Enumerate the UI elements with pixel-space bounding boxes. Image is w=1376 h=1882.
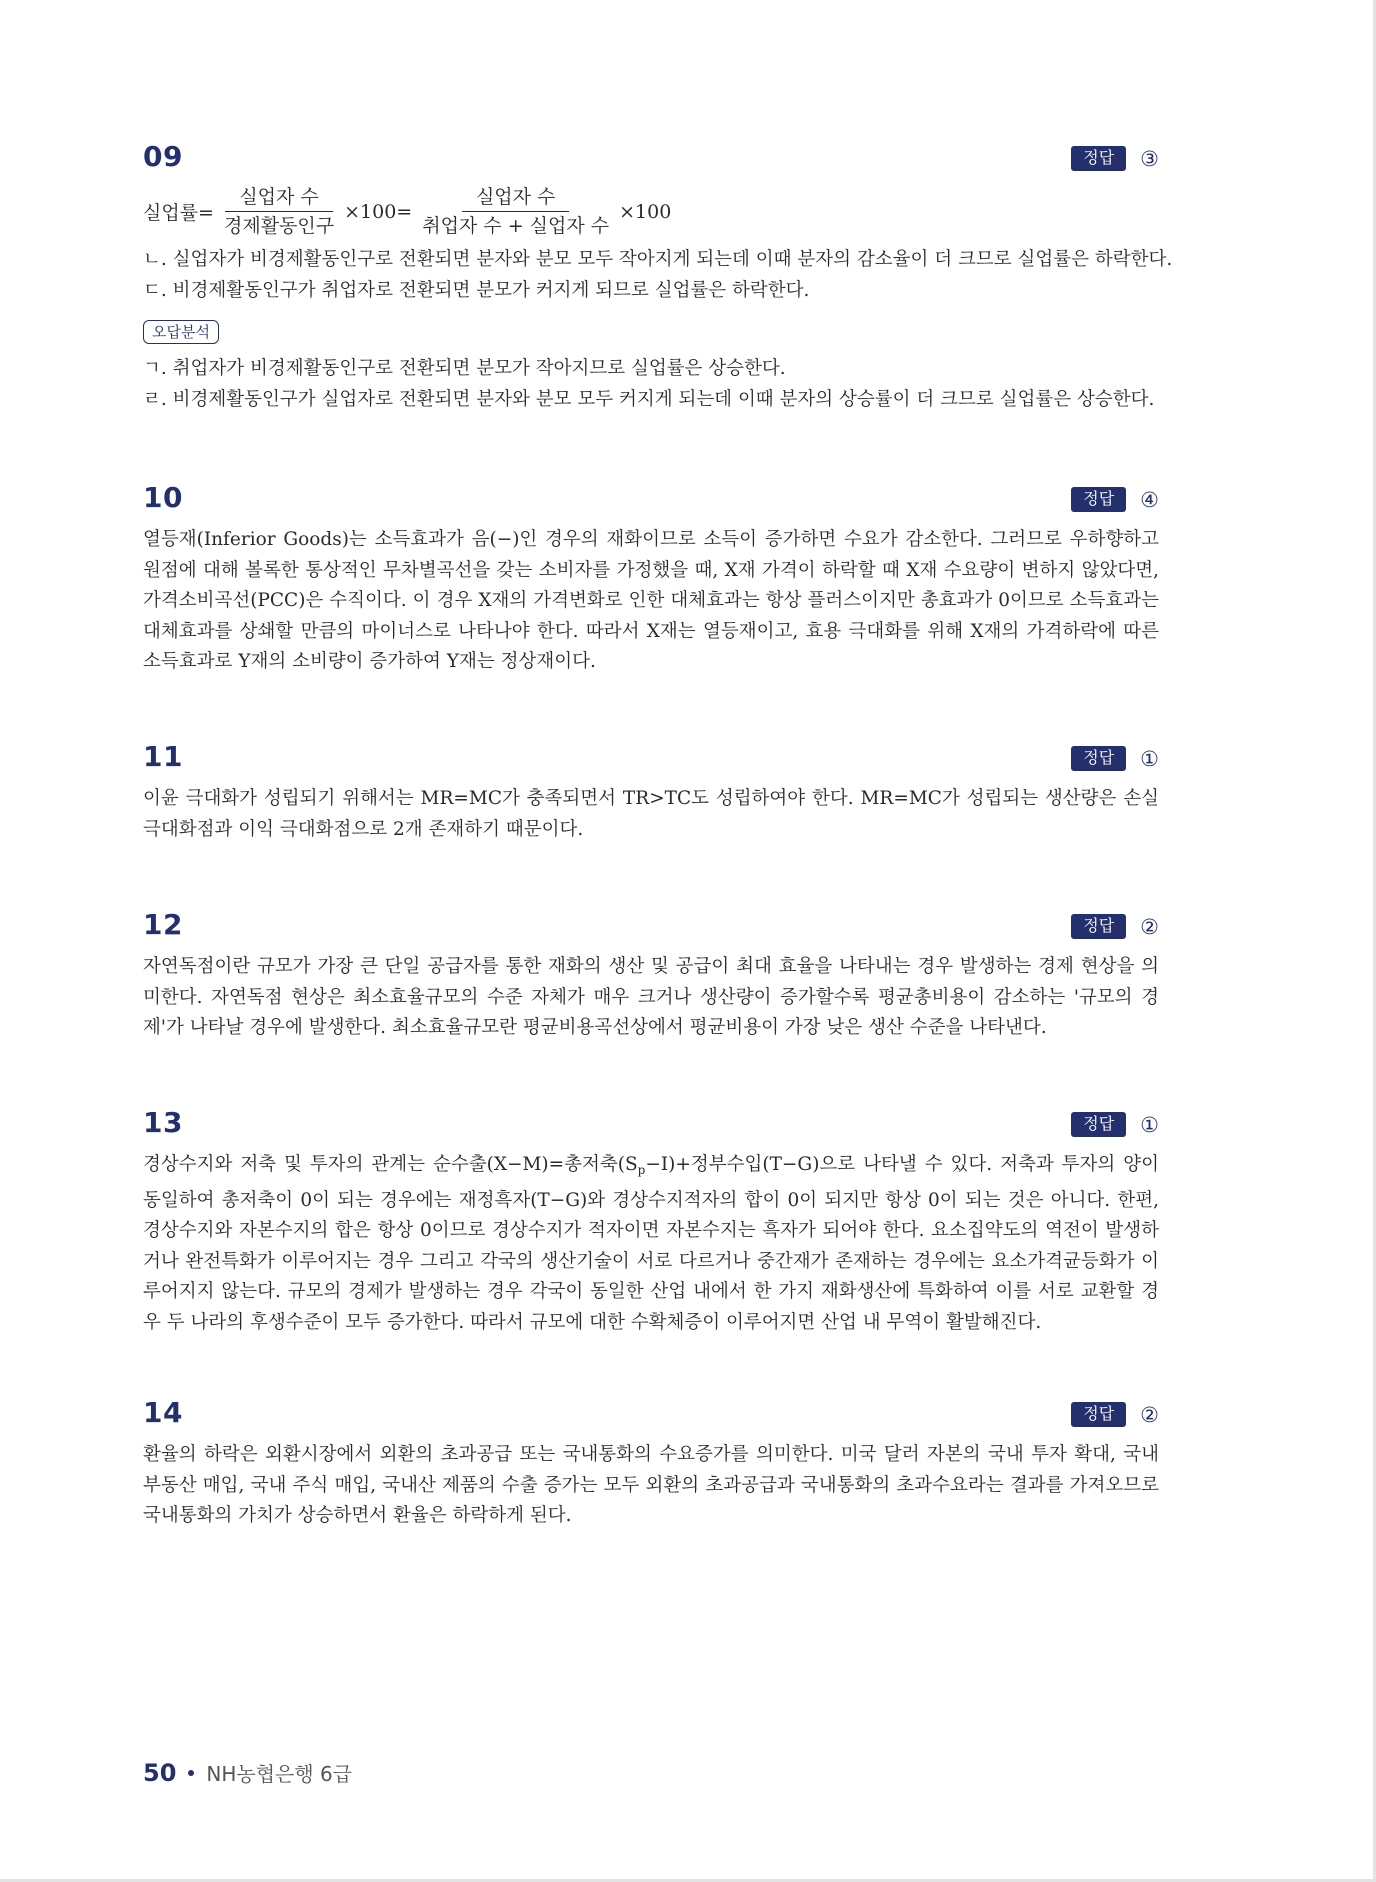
answer-choice: ① [1140,746,1159,771]
unemployment-formula [143,184,1159,239]
answer-badge: 정답 [1071,487,1126,512]
answer-box [1071,487,1159,512]
question-11 [143,740,1159,845]
answer-choice: ① [1140,1112,1159,1137]
question-header [143,740,1159,784]
explanation-text: 이윤 극대화가 성립되기 위해서는 MR=MC가 충족되면서 TR>TC도 성립하여야 한다. MR=MC가 성립되는 생산량은 손실 극대화점과 이익 극대화점으로 2개 존재하기 때문이다. [143,788,1159,840]
formula-end: ×100 [619,200,672,223]
fraction-2 [414,184,617,239]
answer-choice: ② [1140,914,1159,939]
formula-lhs: 실업률= [143,202,214,224]
answer-choice: ④ [1140,487,1159,512]
explanation-text [143,1150,1159,1338]
text-part-a: 경상수지와 저축 및 투자의 관계는 순수출(X−M)=총저축(S [143,1154,638,1175]
fraction-2-numerator: 실업자 수 [462,184,569,212]
explanation-text: 자연독점이란 규모가 가장 큰 단일 공급자를 통한 재화의 생산 및 공급이 최대 효율을 나타내는 경우 발생하는 경제 현상을 의미한다. 자연독점 현상은 최소효율규모의 수준 자체가 매우 크거나 생산량이 증가할수록 평균총비용이 감소하는 '규모의 경제'가 나타날 경우에 발생한다. 최소효율규모란 평균비용곡선상에서 평균비용이 가장 낮은 생산 수준을 나타낸다. [143,956,1159,1038]
question-header [143,1106,1159,1150]
question-12 [143,908,1159,1044]
answer-badge: 정답 [1071,746,1126,771]
book-title: NH농협은행 6급 [206,1762,353,1786]
page-footer [143,1758,352,1787]
answer-box [1071,914,1159,939]
wrong-analysis-item: ㄹ. 비경제활동인구가 실업자로 전환되면 분자와 분모 모두 커지게 되는데 이때 분자의 상승률이 더 크므로 실업률은 상승한다. [143,388,1155,410]
question-14 [143,1396,1159,1532]
page-number: 50 [143,1758,177,1787]
answer-choice: ② [1140,1402,1159,1427]
answer-box [1071,746,1159,771]
fraction-2-denominator: 취업자 수 + 실업자 수 [422,215,610,237]
answer-badge: 정답 [1071,914,1126,939]
question-header [143,1396,1159,1440]
explanation-item: ㄷ. 비경제활동인구가 취업자로 전환되면 분모가 커지게 되므로 실업률은 하락한다. [143,279,810,301]
question-number: 12 [143,908,183,941]
formula-mid: ×100= [344,200,413,223]
question-number: 10 [143,481,183,514]
answer-badge: 정답 [1071,1112,1126,1137]
subscript-p: p [637,1163,646,1177]
explanation-text: 환율의 하락은 외환시장에서 외환의 초과공급 또는 국내통화의 수요증가를 의미한다. 미국 달러 자본의 국내 투자 확대, 국내 부동산 매입, 국내 주식 매입, 국내산 제품의 수출 증가는 모두 외환의 초과공급과 국내통화의 초과수요라는 결과를 가져오므로 국내통화의 가치가 상승하면서 환율은 하락하게 된다. [143,1444,1159,1526]
fraction-1-numerator: 실업자 수 [225,184,332,212]
question-header [143,481,1159,525]
fraction-1-denominator: 경제활동인구 [223,215,335,237]
answer-box [1071,146,1159,171]
question-09 [143,140,1173,415]
question-number: 13 [143,1106,183,1139]
question-number: 09 [143,140,183,173]
bullet-dot-icon [188,1770,194,1776]
wrong-analysis-tag: 오답분석 [143,320,219,344]
answer-badge: 정답 [1071,146,1126,171]
explanation-text: 열등재(Inferior Goods)는 소득효과가 음(−)인 경우의 재화이므로 소득이 증가하면 수요가 감소한다. 그러므로 우하향하고 원점에 대해 볼록한 통상적인 무차별곡선을 갖는 소비자를 가정했을 때, X재 가격이 하락할 때 X재 수요량이 변하지 않았다면, 가격소비곡선(PCC)은 수직이다. 이 경우 X재의 가격변화로 인한 대체효과는 항상 플러스이지만 총효과가 0이므로 소득효과는 대체효과를 상쇄할 만큼의 마이너스로 나타나야 한다. 따라서 X재는 열등재이고, 효용 극대화를 위해 X재의 가격하락에 따른 소득효과로 Y재의 소비량이 증가하여 Y재는 정상재이다. [143,529,1159,672]
answer-choice: ③ [1140,146,1159,171]
answer-badge: 정답 [1071,1402,1126,1427]
question-10 [143,481,1159,678]
explanation-item: ㄴ. 실업자가 비경제활동인구로 전환되면 분자와 분모 모두 작아지게 되는데 이때 분자의 감소율이 더 크므로 실업률은 하락한다. [143,249,1173,270]
fraction-1 [216,184,342,239]
text-part-b: −I)+정부수입(T−G)으로 나타낼 수 있다. 저축과 투자의 양이 동일하여 총저축이 0이 되는 경우에는 재정흑자(T−G)와 경상수지적자의 합이 0이 되지만 항상 0이 되는 것은 아니다. 한편, 경상수지와 자본수지의 합은 항상 0이므로 경상수지가 적자이면 자본수지는 흑자가 되어야 한다. 요소집약도의 역전이 발생하거나 완전특화가 이루어지는 경우 그리고 각국의 생산기술이 서로 다르거나 중간재가 존재하는 경우에는 요소가격균등화가 이루어지지 않는다. 규모의 경제가 발생하는 경우 각국이 동일한 산업 내에서 한 가지 재화생산에 특화하여 이를 서로 교환할 경우 두 나라의 후생수준이 모두 증가한다. 따라서 규모에 대한 수확체증이 이루어지면 산업 내 무역이 활발해진다. [143,1154,1159,1333]
wrong-analysis-item: ㄱ. 취업자가 비경제활동인구로 전환되면 분모가 작아지므로 실업률은 상승한다. [143,358,786,379]
answer-box [1071,1112,1159,1137]
question-header [143,908,1159,952]
question-number: 11 [143,740,183,773]
question-number: 14 [143,1396,183,1429]
answer-box [1071,1402,1159,1427]
question-13 [143,1106,1159,1338]
question-header [143,140,1159,184]
